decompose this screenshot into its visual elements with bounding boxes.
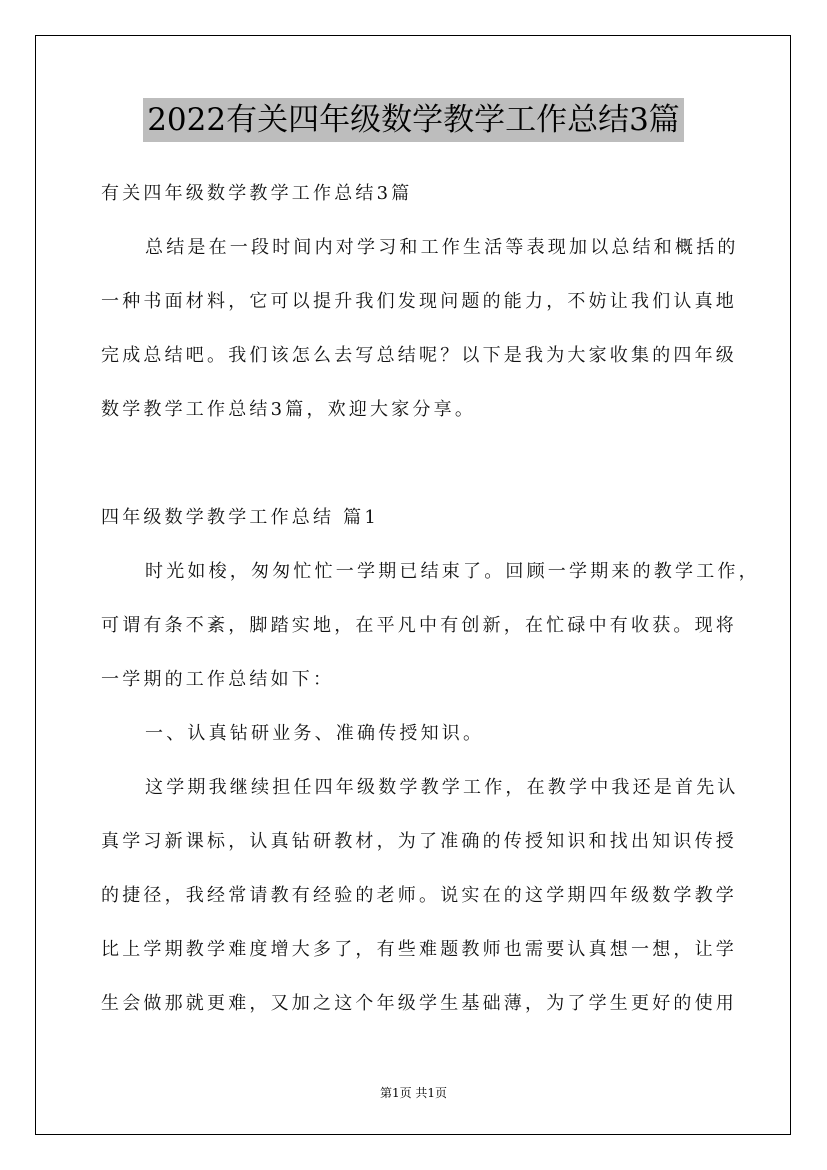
point1-heading: 一、认真钻研业务、准确传授知识。 — [145, 723, 485, 744]
section1-line-2: 可谓有条不紊，脚踏实地，在平凡中有创新，在忙碌中有收获。现将 — [101, 615, 737, 636]
intro-line-2: 一种书面材料，它可以提升我们发现问题的能力，不妨让我们认真地 — [101, 291, 737, 312]
intro-line-1: 总结是在一段时间内对学习和工作生活等表现加以总结和概括的 — [145, 237, 739, 258]
intro-line-4: 数学教学工作总结3篇，欢迎大家分享。 — [101, 399, 477, 420]
page-number: 第1页 共1页 — [379, 1086, 448, 1100]
document-subtitle: 有关四年级数学教学工作总结3篇 — [101, 183, 413, 204]
point1-line-4: 比上学期教学难度增大多了，有些难题教师也需要认真想一想，让学 — [101, 939, 737, 960]
section1-line-3: 一学期的工作总结如下： — [101, 669, 335, 690]
intro-line-3: 完成总结吧。我们该怎么去写总结呢？以下是我为大家收集的四年级 — [101, 345, 737, 366]
section1-heading: 四年级数学教学工作总结 篇1 — [101, 507, 379, 528]
point1-line-3: 的捷径，我经常请教有经验的老师。说实在的这学期四年级数学教学 — [101, 885, 737, 906]
point1-line-5: 生会做那就更难，又加之这个年级学生基础薄，为了学生更好的使用 — [101, 993, 737, 1014]
document-title: 2022有关四年级数学教学工作总结3篇 — [143, 98, 684, 142]
section1-line-1: 时光如梭，匆匆忙忙一学期已结束了。回顾一学期来的教学工作， — [145, 561, 760, 582]
title-wrapper — [0, 98, 827, 142]
point1-line-1: 这学期我继续担任四年级数学教学工作，在教学中我还是首先认 — [145, 777, 739, 798]
point1-line-2: 真学习新课标，认真钻研教材，为了准确的传授知识和找出知识传授 — [101, 831, 737, 852]
